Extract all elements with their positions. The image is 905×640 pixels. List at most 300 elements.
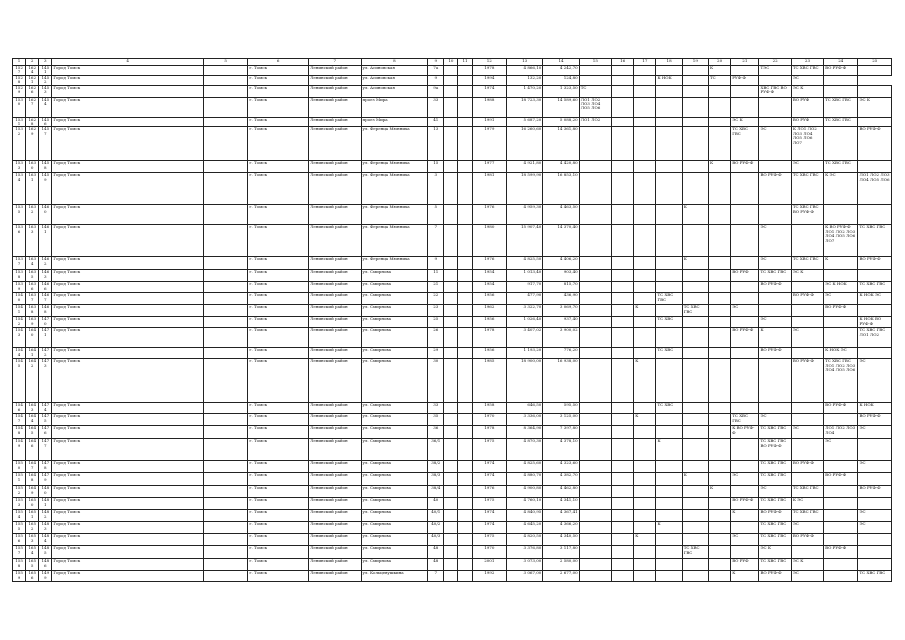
table-cell: 1541 bbox=[13, 305, 26, 317]
table-cell: 4 880,70 bbox=[506, 473, 542, 486]
table-cell: ул. Ференца Мюнниха bbox=[361, 257, 428, 270]
column-number: 14 bbox=[543, 59, 579, 66]
table-cell: 4 921,80 bbox=[506, 161, 542, 173]
table-cell: 436,90 bbox=[543, 293, 579, 305]
table-cell: г. Томск bbox=[248, 117, 309, 127]
table-cell: ЭС bbox=[791, 522, 823, 534]
table-cell bbox=[612, 328, 634, 348]
table-cell bbox=[708, 348, 730, 359]
table-cell: 1 013,40 bbox=[506, 270, 542, 282]
column-number: 11 bbox=[458, 59, 472, 66]
table-cell bbox=[612, 534, 634, 546]
table-cell: 4 959,30 bbox=[506, 205, 542, 225]
table-cell bbox=[203, 414, 247, 426]
table-cell bbox=[203, 257, 247, 270]
table-cell: ул. Ференца Мюнниха bbox=[361, 127, 428, 161]
table-row bbox=[13, 317, 892, 328]
table-cell bbox=[656, 328, 682, 348]
table-cell bbox=[444, 571, 458, 582]
table-cell: ВО РУФ-Ф bbox=[759, 510, 791, 522]
table-cell: 3 073,00 bbox=[506, 559, 542, 571]
table-row bbox=[13, 97, 892, 117]
table-cell bbox=[731, 205, 759, 225]
table-row bbox=[13, 270, 892, 282]
table-cell bbox=[458, 348, 472, 359]
table-cell bbox=[458, 85, 472, 97]
table-cell: ЭС bbox=[759, 257, 791, 270]
table-cell bbox=[612, 305, 634, 317]
table-cell: 1651 bbox=[26, 510, 39, 522]
table-cell bbox=[731, 225, 759, 257]
table-cell: 33 bbox=[428, 403, 444, 414]
table-cell: 1544 bbox=[13, 348, 26, 359]
table-cell bbox=[708, 510, 730, 522]
table-cell bbox=[731, 461, 759, 473]
table-cell: 1978 bbox=[472, 328, 506, 348]
table-cell bbox=[634, 348, 656, 359]
table-cell bbox=[458, 97, 472, 117]
table-cell bbox=[656, 66, 682, 76]
table-cell bbox=[444, 66, 458, 76]
table-cell bbox=[458, 225, 472, 257]
table-cell: К ВО РУФ-Ф ЛО1 ЛО2 ЛО3 ЛО4 ЛО5 ЛО6 ЛО7 bbox=[824, 225, 858, 257]
table-cell bbox=[634, 559, 656, 571]
table-cell bbox=[612, 173, 634, 205]
table-cell bbox=[458, 534, 472, 546]
table-cell: ул. Смирнова bbox=[361, 328, 428, 348]
column-number: 17 bbox=[634, 59, 656, 66]
table-cell bbox=[708, 559, 730, 571]
table-cell bbox=[203, 127, 247, 161]
table-cell bbox=[203, 97, 247, 117]
table-cell: 1956 bbox=[472, 348, 506, 359]
table-cell: Ленинский район bbox=[308, 293, 361, 305]
table-cell bbox=[444, 328, 458, 348]
table-cell bbox=[444, 127, 458, 161]
column-number: 10 bbox=[444, 59, 458, 66]
table-cell: ул. Смирнова bbox=[361, 510, 428, 522]
table-cell: г. Томск bbox=[248, 486, 309, 498]
table-cell: Ленинский район bbox=[308, 486, 361, 498]
table-cell: К bbox=[634, 359, 656, 403]
table-row bbox=[13, 117, 892, 127]
table-cell: 1980 bbox=[472, 225, 506, 257]
table-cell: ТС ХВС ГВС bbox=[791, 257, 823, 270]
table-cell: К НОК bbox=[858, 403, 892, 414]
table-cell bbox=[708, 270, 730, 282]
table-cell: ТС ХВС ГВС bbox=[759, 522, 791, 534]
table-cell: 1551 bbox=[13, 473, 26, 486]
table-cell: Город Томск bbox=[52, 473, 204, 486]
table-cell: 1499 bbox=[39, 571, 52, 582]
table-cell bbox=[656, 510, 682, 522]
table-cell: 4 366,20 bbox=[543, 522, 579, 534]
table-cell: 1975 bbox=[472, 439, 506, 461]
table-cell bbox=[579, 225, 611, 257]
table-cell: 14 361,80 bbox=[543, 127, 579, 161]
table-cell: 48 bbox=[428, 546, 444, 559]
table-cell: ЭС bbox=[858, 522, 892, 534]
table-cell bbox=[759, 161, 791, 173]
table-cell: К ЭС bbox=[791, 498, 823, 510]
table-cell bbox=[656, 205, 682, 225]
table-cell: ул. Смирнова bbox=[361, 414, 428, 426]
table-cell: 4 340,50 bbox=[543, 534, 579, 546]
table-cell: 646,50 bbox=[506, 403, 542, 414]
table-row bbox=[13, 127, 892, 161]
table-cell bbox=[579, 522, 611, 534]
table-cell: 38/4 bbox=[428, 486, 444, 498]
table-cell: Ленинский район bbox=[308, 328, 361, 348]
table-cell: ВО РУФ bbox=[731, 270, 759, 282]
table-cell: 11 bbox=[428, 270, 444, 282]
table-cell bbox=[656, 359, 682, 403]
table-cell bbox=[708, 317, 730, 328]
table-cell: 1635 bbox=[26, 270, 39, 282]
table-cell bbox=[444, 97, 458, 117]
table-cell bbox=[656, 305, 682, 317]
table-cell: 1486 bbox=[39, 559, 52, 571]
table-cell: 1962 bbox=[472, 305, 506, 317]
table-cell: 40/2 bbox=[428, 522, 444, 534]
table-cell bbox=[579, 534, 611, 546]
table-cell: ТС ХВС bbox=[656, 403, 682, 414]
table-cell bbox=[682, 293, 708, 305]
table-cell: Ленинский район bbox=[308, 522, 361, 534]
table-cell: 4 760,10 bbox=[506, 498, 542, 510]
table-cell: 48 bbox=[428, 559, 444, 571]
table-cell: 1626 bbox=[26, 85, 39, 97]
table-row bbox=[13, 439, 892, 461]
table-cell bbox=[708, 534, 730, 546]
table-cell bbox=[858, 546, 892, 559]
table-cell: 1977 bbox=[472, 161, 506, 173]
table-cell: 1630 bbox=[26, 161, 39, 173]
table-cell bbox=[634, 439, 656, 461]
table-cell: 1646 bbox=[26, 439, 39, 461]
table-cell: К bbox=[731, 571, 759, 582]
table-cell: 1975 bbox=[472, 498, 506, 510]
table-cell: ВО РУФ-Ф bbox=[858, 486, 892, 498]
table-cell: 132,20 bbox=[506, 75, 542, 85]
table-cell: 1456 bbox=[39, 117, 52, 127]
table-cell: ВО РУФ-Ф bbox=[759, 348, 791, 359]
table-cell: 1981 bbox=[472, 173, 506, 205]
table-cell: Город Томск bbox=[52, 85, 204, 97]
table-row bbox=[13, 403, 892, 414]
table-cell: 1638 bbox=[26, 305, 39, 317]
table-cell: 1543 bbox=[13, 328, 26, 348]
table-cell bbox=[824, 510, 858, 522]
table-cell: ЭС bbox=[791, 328, 823, 348]
table-cell: 16 853,10 bbox=[543, 173, 579, 205]
table-cell: ул. Ференца Мюнниха bbox=[361, 173, 428, 205]
table-cell bbox=[612, 546, 634, 559]
table-row bbox=[13, 205, 892, 225]
table-cell bbox=[824, 498, 858, 510]
table-cell bbox=[444, 498, 458, 510]
table-cell: 5 088,20 bbox=[543, 117, 579, 127]
table-cell: 4 406,20 bbox=[543, 257, 579, 270]
table-row bbox=[13, 305, 892, 317]
table-cell bbox=[458, 75, 472, 85]
table-cell bbox=[791, 348, 823, 359]
table-cell: 13 bbox=[428, 127, 444, 161]
table-cell bbox=[444, 559, 458, 571]
table-cell bbox=[444, 205, 458, 225]
table-cell: 1629 bbox=[26, 127, 39, 161]
table-cell: 1477 bbox=[39, 439, 52, 461]
table-cell: ТС ХВС ГВС bbox=[759, 534, 791, 546]
table-cell: г. Томск bbox=[248, 270, 309, 282]
table-cell: 1470 bbox=[39, 317, 52, 328]
column-number: 18 bbox=[656, 59, 682, 66]
table-cell: 1552 bbox=[13, 486, 26, 498]
table-cell: ЭС bbox=[791, 426, 823, 439]
table-cell bbox=[612, 282, 634, 293]
table-cell bbox=[444, 282, 458, 293]
table-cell bbox=[682, 317, 708, 328]
table-cell: ул. Ференца Мюнниха bbox=[361, 225, 428, 257]
table-cell: Ленинский район bbox=[308, 97, 361, 117]
table-cell bbox=[656, 546, 682, 559]
table-cell: 14 370,40 bbox=[543, 225, 579, 257]
table-cell bbox=[708, 439, 730, 461]
table-cell: 4 820,50 bbox=[506, 534, 542, 546]
table-cell: 9 bbox=[428, 257, 444, 270]
table-cell: 3 336,00 bbox=[506, 414, 542, 426]
table-cell bbox=[656, 282, 682, 293]
table-row bbox=[13, 257, 892, 270]
table-cell: 1644 bbox=[26, 414, 39, 426]
table-cell bbox=[656, 426, 682, 439]
table-cell bbox=[203, 571, 247, 582]
table-cell bbox=[444, 225, 458, 257]
table-cell: 1634 bbox=[26, 257, 39, 270]
table-cell: 917,70 bbox=[506, 282, 542, 293]
table-cell: 477,90 bbox=[506, 293, 542, 305]
table-cell: ЭС bbox=[759, 414, 791, 426]
table-cell bbox=[731, 522, 759, 534]
table-cell: г. Томск bbox=[248, 205, 309, 225]
table-cell: ул. Смирнова bbox=[361, 293, 428, 305]
table-cell bbox=[579, 359, 611, 403]
column-number: 3 bbox=[39, 59, 52, 66]
table-cell bbox=[458, 498, 472, 510]
table-cell bbox=[458, 282, 472, 293]
table-cell bbox=[759, 403, 791, 414]
table-cell bbox=[634, 127, 656, 161]
table-cell bbox=[824, 522, 858, 534]
table-cell: 4 870,30 bbox=[506, 439, 542, 461]
column-number: 7 bbox=[308, 59, 361, 66]
table-cell: 7 bbox=[428, 571, 444, 582]
table-cell: 15 bbox=[428, 161, 444, 173]
table-cell bbox=[682, 282, 708, 293]
table-cell: г. Томск bbox=[248, 359, 309, 403]
table-cell: 29 bbox=[428, 348, 444, 359]
table-cell: Город Томск bbox=[52, 546, 204, 559]
table-cell bbox=[708, 282, 730, 293]
table-cell: 4 825,50 bbox=[506, 257, 542, 270]
table-cell bbox=[612, 522, 634, 534]
table-cell bbox=[612, 498, 634, 510]
table-cell: 1548 bbox=[13, 426, 26, 439]
table-cell: Город Томск bbox=[52, 439, 204, 461]
table-cell bbox=[612, 85, 634, 97]
table-cell: 18 900,00 bbox=[506, 359, 542, 403]
table-cell: 1974 bbox=[472, 522, 506, 534]
table-cell: ул. Ференца Мюнниха bbox=[361, 161, 428, 173]
table-cell bbox=[858, 270, 892, 282]
table-cell: 1639 bbox=[26, 317, 39, 328]
table-cell: 1642 bbox=[26, 359, 39, 403]
table-cell: ВО РУФ-Ф bbox=[824, 546, 858, 559]
table-cell: К НОК ЭС bbox=[824, 348, 858, 359]
table-cell bbox=[682, 66, 708, 76]
table-cell: г. Томск bbox=[248, 461, 309, 473]
table-cell bbox=[458, 257, 472, 270]
table-cell: К ЭС bbox=[824, 173, 858, 205]
table-cell bbox=[612, 414, 634, 426]
table-cell: ул. Смирнова bbox=[361, 498, 428, 510]
table-cell: ТС ХВС ГВС bbox=[791, 510, 823, 522]
table-cell bbox=[682, 270, 708, 282]
table-cell bbox=[656, 85, 682, 97]
table-cell bbox=[708, 328, 730, 348]
table-cell: Город Томск bbox=[52, 426, 204, 439]
table-cell bbox=[858, 117, 892, 127]
table-cell: 1 323,50 bbox=[543, 85, 579, 97]
table-cell: 1458 bbox=[39, 161, 52, 173]
table-cell bbox=[708, 117, 730, 127]
table-cell bbox=[444, 270, 458, 282]
table-cell bbox=[444, 293, 458, 305]
table-cell: ТС ХВС ГВС bbox=[791, 486, 823, 498]
table-cell: 21 bbox=[428, 282, 444, 293]
table-cell bbox=[708, 85, 730, 97]
table-cell bbox=[203, 293, 247, 305]
table-cell: 7а bbox=[428, 66, 444, 76]
table-cell bbox=[634, 161, 656, 173]
table-cell bbox=[656, 473, 682, 486]
table-cell: ул. Смирнова bbox=[361, 559, 428, 571]
table-cell: г. Томск bbox=[248, 571, 309, 582]
table-cell bbox=[634, 66, 656, 76]
table-cell bbox=[579, 66, 611, 76]
table-cell: ул. Смирнова bbox=[361, 359, 428, 403]
table-cell: Город Томск bbox=[52, 510, 204, 522]
table-cell: г. Томск bbox=[248, 282, 309, 293]
table-cell: 1468 bbox=[39, 305, 52, 317]
column-number: 13 bbox=[506, 59, 542, 66]
table-row bbox=[13, 282, 892, 293]
table-cell bbox=[458, 414, 472, 426]
table-cell bbox=[458, 473, 472, 486]
table-cell: К bbox=[682, 473, 708, 486]
table-cell bbox=[458, 127, 472, 161]
table-cell bbox=[708, 97, 730, 117]
table-cell: ТС ХВС ГВС bbox=[682, 546, 708, 559]
table-cell bbox=[612, 473, 634, 486]
table-cell: ул. Смирнова bbox=[361, 426, 428, 439]
table-cell: ул. Асиновская bbox=[361, 66, 428, 76]
table-cell bbox=[682, 559, 708, 571]
table-cell: 1628 bbox=[26, 117, 39, 127]
table-cell: Город Томск bbox=[52, 534, 204, 546]
column-number: 21 bbox=[731, 59, 759, 66]
table-cell bbox=[759, 117, 791, 127]
table-cell: 1550 bbox=[13, 461, 26, 473]
table-cell bbox=[656, 117, 682, 127]
table-cell bbox=[612, 225, 634, 257]
table-cell: Ленинский район bbox=[308, 225, 361, 257]
table-cell: ЭС К bbox=[791, 85, 823, 97]
table-row bbox=[13, 173, 892, 205]
table-cell bbox=[634, 498, 656, 510]
table-cell bbox=[579, 486, 611, 498]
table-cell bbox=[656, 97, 682, 117]
table-cell: г. Томск bbox=[248, 161, 309, 173]
table-cell bbox=[791, 473, 823, 486]
table-cell bbox=[203, 426, 247, 439]
table-cell: К bbox=[708, 161, 730, 173]
table-cell bbox=[612, 486, 634, 498]
table-cell: ТС ХВС ГВС bbox=[791, 66, 823, 76]
table-cell bbox=[791, 414, 823, 426]
table-cell: 30 bbox=[428, 359, 444, 403]
table-cell bbox=[203, 85, 247, 97]
table-cell: ТС ХВС ГВС bbox=[791, 173, 823, 205]
table-cell bbox=[708, 498, 730, 510]
table-cell bbox=[444, 510, 458, 522]
table-cell: 1652 bbox=[26, 522, 39, 534]
table-cell bbox=[858, 161, 892, 173]
table-cell: Город Томск bbox=[52, 348, 204, 359]
table-cell: 2 677,00 bbox=[543, 571, 579, 582]
table-cell bbox=[682, 414, 708, 426]
table-cell: 1974 bbox=[472, 85, 506, 97]
table-cell: 4 840,95 bbox=[506, 510, 542, 522]
table-cell bbox=[858, 473, 892, 486]
table-cell: 1656 bbox=[26, 571, 39, 582]
table-cell bbox=[203, 522, 247, 534]
table-cell: 1547 bbox=[13, 414, 26, 426]
table-cell bbox=[458, 317, 472, 328]
table-cell bbox=[458, 328, 472, 348]
table-cell: 1627 bbox=[26, 97, 39, 117]
table-cell: 1546 bbox=[13, 403, 26, 414]
table-cell: ЭС bbox=[824, 293, 858, 305]
table-cell: 1475 bbox=[39, 414, 52, 426]
table-cell: 1975 bbox=[472, 534, 506, 546]
table-cell: Город Томск bbox=[52, 522, 204, 534]
table-cell bbox=[858, 534, 892, 546]
table-cell: ул. Смирнова bbox=[361, 534, 428, 546]
table-cell bbox=[858, 305, 892, 317]
table-cell: Город Томск bbox=[52, 127, 204, 161]
table-cell bbox=[444, 317, 458, 328]
column-number: 24 bbox=[824, 59, 858, 66]
table-cell bbox=[858, 205, 892, 225]
table-cell: 1532 bbox=[13, 127, 26, 161]
table-cell: 1556 bbox=[13, 534, 26, 546]
table-cell: ВО РУФ-Ф bbox=[824, 305, 858, 317]
table-cell: г. Томск bbox=[248, 510, 309, 522]
table-cell bbox=[612, 270, 634, 282]
table-cell bbox=[458, 546, 472, 559]
table-cell bbox=[682, 510, 708, 522]
